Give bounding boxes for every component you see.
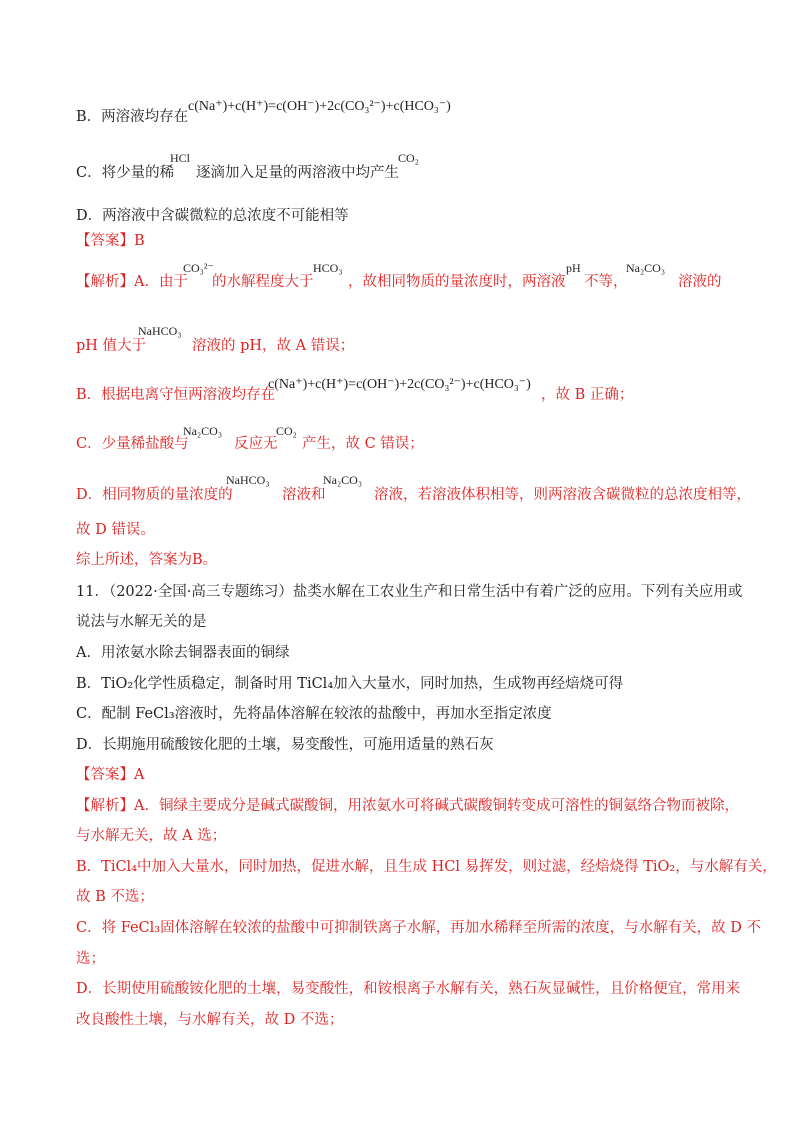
q10-analysis-d-part2: 溶液和 xyxy=(282,487,326,503)
q10-option-d: D．两溶液中含碳微粒的总浓度不可能相等 xyxy=(76,208,349,224)
q11-option-a: A．用浓氨水除去铜器表面的铜绿 xyxy=(76,645,290,661)
q11-option-d: D．长期施用硫酸铵化肥的土壤，易变酸性，可施用适量的熟石灰 xyxy=(76,737,494,753)
q11-analysis-b1: B．TiCl₄中加入大量水，同时加热，促进水解，且生成 HCl 易挥发，则过滤，经焙烧得 TiO₂，与水解有关， xyxy=(76,859,777,875)
q10-option-b xyxy=(76,107,188,127)
q10-analysis-d-part4: 故 D 错误。 xyxy=(76,522,155,538)
q10-analysis-a-part4: 不等， xyxy=(584,274,628,290)
q10-option-c-text2: 逐滴加入足量的两溶液中均产生 xyxy=(196,165,399,181)
q10-analysis-b-part2: ，故 B 正确； xyxy=(541,387,634,403)
q10-analysis-d-part1: D．相同物质的量浓度的 xyxy=(76,487,233,503)
q10-analysis-c-part3: 产生，故 C 错误； xyxy=(302,436,424,452)
q11-analysis-a2: 与水解无关，故 A 选； xyxy=(76,828,227,844)
q11-analysis-d1: D．长期使用硫酸铵化肥的土壤，易变酸性，和铵根离子水解有关，熟石灰显碱性，且价格便宜，常用来 xyxy=(76,981,741,997)
q10-analysis-a-ph: pH xyxy=(566,261,581,275)
q10-analysis-b-formula: c(Na⁺)+c(H⁺)=c(OH⁻)+2c(CO₃²⁻)+c(HCO₃⁻) xyxy=(268,377,531,392)
q10-analysis-a-part1: 【解析】A．由于 xyxy=(76,274,188,290)
q10-analysis-a-part5: 溶液的 xyxy=(678,274,722,290)
q10-summary: 综上所述，答案为B。 xyxy=(76,552,218,568)
q11-analysis-b2: 故 B 不选； xyxy=(76,889,154,905)
q10-analysis-c-part2: 反应无 xyxy=(234,436,278,452)
q10-option-b-text: B．两溶液均存在 xyxy=(76,109,189,125)
q11-analysis-a1: 【解析】A．铜绿主要成分是碱式碳酸铜，用浓氨水可将碱式碳酸铜转变成可溶性的铜氨络合物而被除， xyxy=(76,798,739,814)
q10-answer: 【答案】B xyxy=(76,233,145,249)
q11-stem-line1: 11．（2022·全国·高三专题练习）盐类水解在工农业生产和日常生活中有着广泛的应用。下列有关应用或 xyxy=(76,584,743,600)
q10-analysis-c-na2co3: Na₂CO₃ xyxy=(183,424,223,438)
q10-analysis-a2-nahco3: NaHCO₃ xyxy=(138,324,182,338)
q10-analysis-a2-part2: 溶液的 pH，故 A 错误； xyxy=(192,338,355,354)
q10-option-b-formula: c(Na⁺)+c(H⁺)=c(OH⁻)+2c(CO₃²⁻)+c(HCO₃⁻) xyxy=(188,99,451,114)
q11-answer: 【答案】A xyxy=(76,767,145,783)
q10-analysis-a-na2co3: Na₂CO₃ xyxy=(626,261,666,275)
q10-analysis-d-na2co3: Na₂CO₃ xyxy=(323,473,363,487)
q10-option-c-text1: C．将少量的稀 xyxy=(76,165,175,181)
q10-analysis-a-part3: ，故相同物质的量浓度时，两溶液 xyxy=(348,274,566,290)
q10-analysis-a-hco3: HCO₃ xyxy=(313,261,343,275)
q11-option-c: C．配制 FeCl₃溶液时，先将晶体溶解在较浓的盐酸中，再加水至指定浓度 xyxy=(76,706,552,722)
q11-analysis-c2: 选； xyxy=(76,951,105,967)
q11-option-b: B．TiO₂化学性质稳定，制备时用 TiCl₄加入大量水，同时加热，生成物再经焙烧可得 xyxy=(76,676,624,692)
q10-analysis-d-part3: 溶液，若溶液体积相等，则两溶液含碳微粒的总浓度相等， xyxy=(374,487,751,503)
q10-analysis-a2-part1: pH 值大于 xyxy=(76,338,147,354)
q10-option-c-co2: CO₂ xyxy=(398,151,419,165)
q10-analysis-c-co2: CO₂ xyxy=(276,424,297,438)
q10-analysis-d-nahco3: NaHCO₃ xyxy=(226,473,270,487)
q10-option-c-hcl: HCl xyxy=(170,151,191,165)
q10-analysis-a-part2: 的水解程度大于 xyxy=(212,274,314,290)
q11-analysis-c1: C．将 FeCl₃固体溶解在较浓的盐酸中可抑制铁离子水解，再加水稀释至所需的浓度，与水解有关，故 D 不 xyxy=(76,920,761,936)
q10-analysis-b-part1: B．根据电离守恒两溶液均存在 xyxy=(76,387,276,403)
q10-analysis-a-co3: CO₃²⁻ xyxy=(183,261,214,275)
q10-option-c xyxy=(76,163,174,183)
q11-analysis-d2: 改良酸性土壤，与水解有关，故 D 不选； xyxy=(76,1012,344,1028)
q11-stem-line2: 说法与水解无关的是 xyxy=(76,614,207,630)
q10-analysis-c-part1: C．少量稀盐酸与 xyxy=(76,436,189,452)
